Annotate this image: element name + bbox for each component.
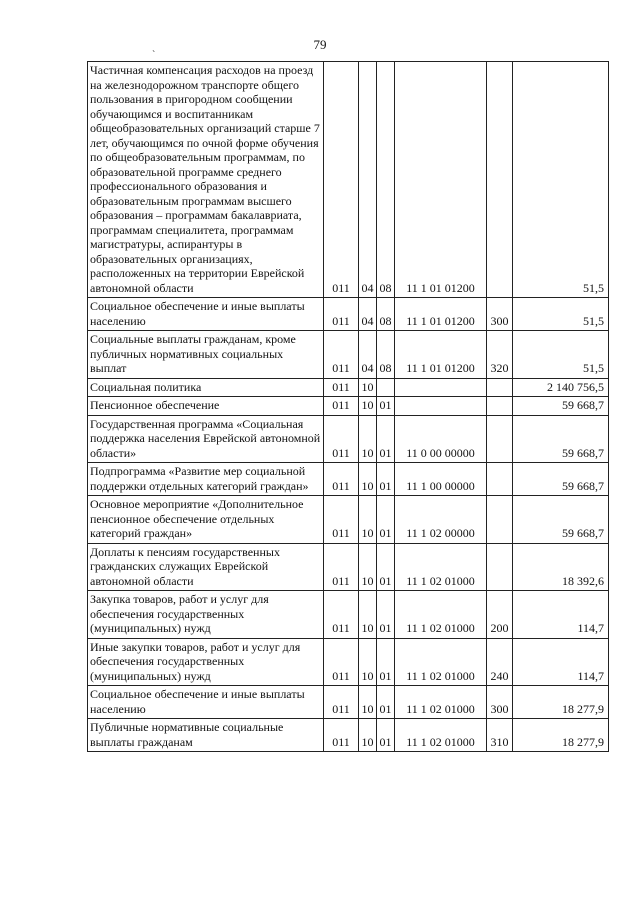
table-row: [88, 496, 609, 544]
amount-cell: 59 668,7: [513, 463, 609, 496]
expense-type-cell: 300: [487, 686, 513, 719]
subsection-code-cell: 01: [377, 591, 395, 639]
amount-cell: 51,5: [513, 62, 609, 298]
grbs-code-cell: 011: [324, 331, 359, 379]
table-row: [88, 331, 609, 379]
grbs-code-cell: 011: [324, 686, 359, 719]
row-name-cell: Социальное обеспечение и иные выплаты населению: [88, 686, 324, 719]
expense-type-cell: [487, 378, 513, 397]
row-name-cell: Основное мероприятие «Дополнительное пенсионное обеспечение отдельных категорий граждан»: [88, 496, 324, 544]
table-row: [88, 378, 609, 397]
amount-cell: 18 277,9: [513, 686, 609, 719]
grbs-code-cell: 011: [324, 591, 359, 639]
section-code-cell: 04: [359, 62, 377, 298]
expense-type-cell: [487, 397, 513, 416]
table-row: [88, 463, 609, 496]
row-name-cell: Пенсионное обеспечение: [88, 397, 324, 416]
section-code-cell: 10: [359, 686, 377, 719]
expense-type-cell: 300: [487, 298, 513, 331]
target-article-cell: 11 1 02 01000: [395, 638, 487, 686]
row-name-cell: Доплаты к пенсиям государственных гражданских служащих Еврейской автономной области: [88, 543, 324, 591]
grbs-code-cell: 011: [324, 543, 359, 591]
table-row: [88, 397, 609, 416]
section-code-cell: 10: [359, 638, 377, 686]
grbs-code-cell: 011: [324, 638, 359, 686]
amount-cell: 59 668,7: [513, 496, 609, 544]
grbs-code-cell: 011: [324, 298, 359, 331]
target-article-cell: 11 1 02 00000: [395, 496, 487, 544]
subsection-code-cell: 08: [377, 331, 395, 379]
grbs-code-cell: 011: [324, 378, 359, 397]
budget-table: [87, 61, 609, 752]
subsection-code-cell: 01: [377, 397, 395, 416]
target-article-cell: 11 1 02 01000: [395, 719, 487, 752]
amount-cell: 59 668,7: [513, 415, 609, 463]
grbs-code-cell: 011: [324, 719, 359, 752]
grbs-code-cell: 011: [324, 463, 359, 496]
page-number: 79: [313, 37, 327, 52]
subsection-code-cell: 01: [377, 719, 395, 752]
amount-cell: 2 140 756,5: [513, 378, 609, 397]
expense-type-cell: [487, 62, 513, 298]
subsection-code-cell: [377, 378, 395, 397]
section-code-cell: 10: [359, 397, 377, 416]
expense-type-cell: [487, 496, 513, 544]
table-row: [88, 719, 609, 752]
target-article-cell: 11 1 00 00000: [395, 463, 487, 496]
expense-type-cell: [487, 463, 513, 496]
expense-type-cell: [487, 415, 513, 463]
target-article-cell: 11 1 01 01200: [395, 331, 487, 379]
target-article-cell: 11 0 00 00000: [395, 415, 487, 463]
target-article-cell: [395, 397, 487, 416]
subsection-code-cell: 01: [377, 686, 395, 719]
row-name-cell: Социальное обеспечение и иные выплаты населению: [88, 298, 324, 331]
table-row: [88, 638, 609, 686]
amount-cell: 59 668,7: [513, 397, 609, 416]
table-row: [88, 543, 609, 591]
row-name-cell: Социальная политика: [88, 378, 324, 397]
amount-cell: 51,5: [513, 331, 609, 379]
row-name-cell: Частичная компенсация расходов на проезд на железнодорожном транспорте общего пользования в пригородном сообщении обучающимся и воспитанникам общеобразовательных организаций старше 7 лет, обучающимся по очной форме обучения по общеобразовательным программам, по образовательной программе среднего профессионального образования и образовательным программам высшего образования – программам бакалавриата, программам специалитета, программам магистратуры, аспирантуры в образовательных организациях, расположенных на территории Еврейской автономной области: [88, 62, 324, 298]
subsection-code-cell: 01: [377, 415, 395, 463]
grbs-code-cell: 011: [324, 397, 359, 416]
amount-cell: 114,7: [513, 591, 609, 639]
section-code-cell: 10: [359, 543, 377, 591]
section-code-cell: 04: [359, 298, 377, 331]
target-article-cell: 11 1 02 01000: [395, 543, 487, 591]
target-article-cell: 11 1 02 01000: [395, 686, 487, 719]
row-name-cell: Закупка товаров, работ и услуг для обеспечения государственных (муниципальных) нужд: [88, 591, 324, 639]
target-article-cell: [395, 378, 487, 397]
grbs-code-cell: 011: [324, 62, 359, 298]
subsection-code-cell: 01: [377, 543, 395, 591]
subsection-code-cell: 08: [377, 62, 395, 298]
expense-type-cell: [487, 543, 513, 591]
section-code-cell: 10: [359, 415, 377, 463]
stray-mark: `: [152, 50, 156, 61]
grbs-code-cell: 011: [324, 415, 359, 463]
table-row: [88, 591, 609, 639]
row-name-cell: Иные закупки товаров, работ и услуг для обеспечения государственных (муниципальных) нужд: [88, 638, 324, 686]
subsection-code-cell: 01: [377, 496, 395, 544]
budget-table-body: [88, 62, 609, 752]
target-article-cell: 11 1 01 01200: [395, 62, 487, 298]
section-code-cell: 10: [359, 378, 377, 397]
row-name-cell: Государственная программа «Социальная поддержка населения Еврейской автономной области»: [88, 415, 324, 463]
section-code-cell: 04: [359, 331, 377, 379]
section-code-cell: 10: [359, 463, 377, 496]
row-name-cell: Публичные нормативные социальные выплаты гражданам: [88, 719, 324, 752]
target-article-cell: 11 1 02 01000: [395, 591, 487, 639]
amount-cell: 18 277,9: [513, 719, 609, 752]
row-name-cell: Подпрограмма «Развитие мер социальной поддержки отдельных категорий граждан»: [88, 463, 324, 496]
table-row: [88, 686, 609, 719]
row-name-cell: Социальные выплаты гражданам, кроме публичных нормативных социальных выплат: [88, 331, 324, 379]
grbs-code-cell: 011: [324, 496, 359, 544]
table-row: [88, 62, 609, 298]
subsection-code-cell: 08: [377, 298, 395, 331]
section-code-cell: 10: [359, 719, 377, 752]
subsection-code-cell: 01: [377, 463, 395, 496]
target-article-cell: 11 1 01 01200: [395, 298, 487, 331]
expense-type-cell: 310: [487, 719, 513, 752]
amount-cell: 114,7: [513, 638, 609, 686]
table-row: [88, 415, 609, 463]
subsection-code-cell: 01: [377, 638, 395, 686]
expense-type-cell: 240: [487, 638, 513, 686]
amount-cell: 18 392,6: [513, 543, 609, 591]
amount-cell: 51,5: [513, 298, 609, 331]
expense-type-cell: 320: [487, 331, 513, 379]
section-code-cell: 10: [359, 496, 377, 544]
expense-type-cell: 200: [487, 591, 513, 639]
table-row: [88, 298, 609, 331]
section-code-cell: 10: [359, 591, 377, 639]
